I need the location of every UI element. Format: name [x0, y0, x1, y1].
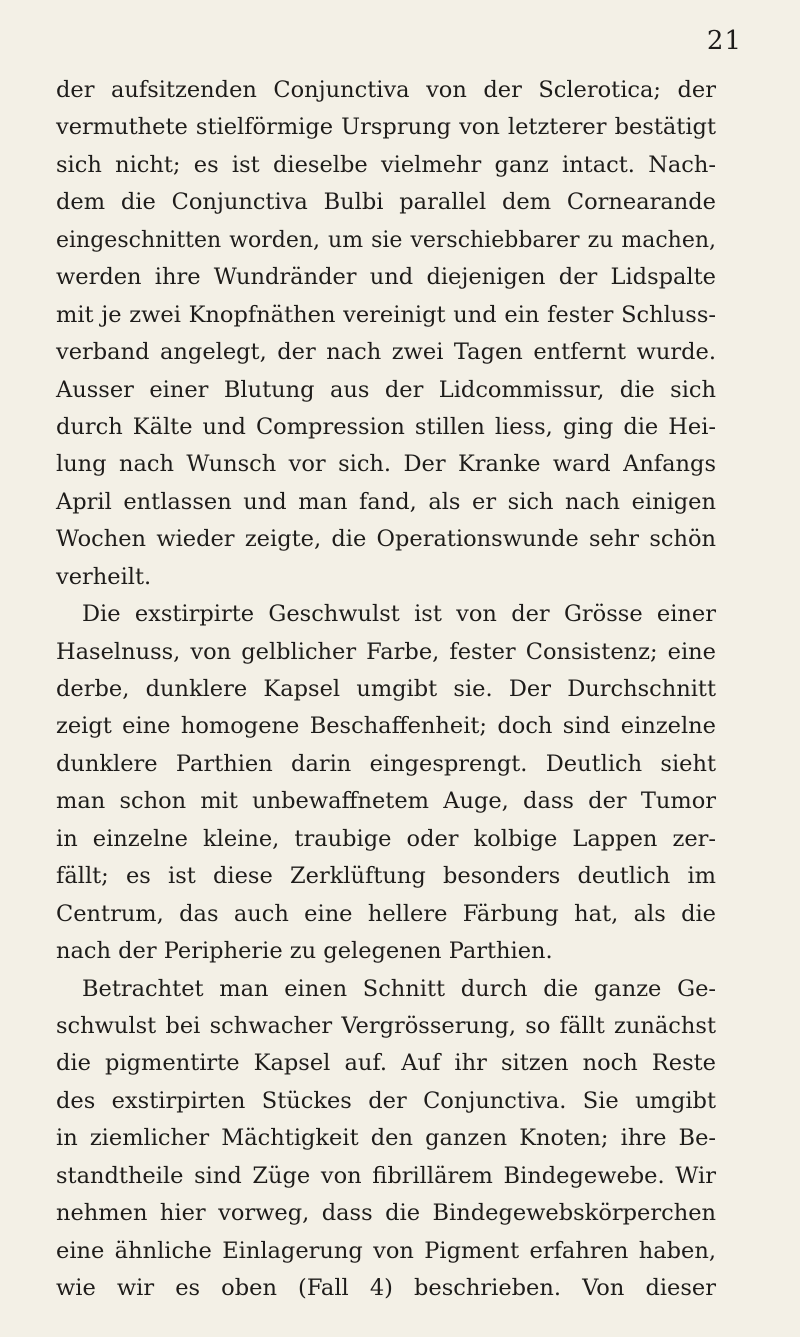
- text-line: dem die Conjunctiva Bulbi parallel dem Cornearande: [56, 189, 716, 216]
- text-line: Ausser einer Blutung aus der Lidcommissur, die sich: [56, 376, 716, 403]
- text-line: April entlassen und man fand, als er sich nach einigen: [56, 488, 716, 515]
- text-line: die pigmentirte Kapsel auf. Auf ihr sitzen noch Reste: [56, 1050, 716, 1077]
- text-line: des exstirpirten Stückes der Conjunctiva. Sie umgibt: [56, 1087, 716, 1114]
- text-line: nach der Peripherie zu gelegenen Parthien.: [56, 938, 553, 965]
- text-line: Haselnuss, von gelblicher Farbe, fester Consistenz; eine: [56, 638, 716, 665]
- text-line: in einzelne kleine, traubige oder kolbige Lappen zer-: [56, 825, 716, 852]
- text-line: wie wir es oben (Fall 4) beschrieben. Von dieser: [56, 1275, 716, 1301]
- text-line: lung nach Wunsch vor sich. Der Kranke ward Anfangs: [56, 451, 716, 478]
- text-line: werden ihre Wundränder und diejenigen der Lidspalte: [56, 264, 716, 291]
- text-line: verband angelegt, der nach zwei Tagen entfernt wurde.: [56, 339, 716, 366]
- text-line: sich nicht; es ist dieselbe vielmehr ganz intact. Nach-: [56, 151, 716, 178]
- text-line: nehmen hier vorweg, dass die Bindegewebskörperchen: [56, 1200, 716, 1227]
- text-line: mit je zwei Knopfnäthen vereinigt und ein fester Schluss-: [56, 301, 716, 328]
- text-line: Die exstirpirte Geschwulst ist von der Grösse einer: [82, 601, 716, 628]
- text-line: standtheile sind Züge von fibrillärem Bindegewebe. Wir: [56, 1162, 716, 1189]
- page-number: 21: [706, 26, 742, 56]
- text-line: verheilt.: [56, 563, 152, 590]
- text-line: Betrachtet man einen Schnitt durch die ganze Ge-: [82, 975, 716, 1002]
- text-line: zeigt eine homogene Beschaffenheit; doch sind einzelne: [56, 713, 716, 740]
- text-line: vermuthete stielförmige Ursprung von letzterer bestätigt: [56, 114, 716, 141]
- text-line: derbe, dunklere Kapsel umgibt sie. Der Durchschnitt: [56, 676, 716, 702]
- text-line: in ziemlicher Mächtigkeit den ganzen Knoten; ihre Be-: [56, 1125, 716, 1152]
- text-line: man schon mit unbewaffnetem Auge, dass der Tumor: [56, 788, 716, 815]
- text-line: eingeschnitten worden, um sie verschiebbarer zu machen,: [56, 227, 716, 253]
- body-text: [56, 72, 716, 1307]
- text-line: eine ähnliche Einlagerung von Pigment erfahren haben,: [56, 1237, 716, 1264]
- text-line: Wochen wieder zeigte, die Operationswunde sehr schön: [56, 526, 716, 553]
- text-line: schwulst bei schwacher Vergrösserung, so fällt zunächst: [56, 1012, 716, 1039]
- text-line: durch Kälte und Compression stillen liess, ging die Hei-: [56, 413, 716, 440]
- text-line: der aufsitzenden Conjunctiva von der Sclerotica; der: [56, 77, 716, 103]
- text-line: Centrum, das auch eine hellere Färbung hat, als die: [56, 900, 716, 927]
- text-line: fällt; es ist diese Zerklüftung besonders deutlich im: [56, 863, 716, 890]
- text-line: dunklere Parthien darin eingesprengt. Deutlich sieht: [56, 750, 716, 777]
